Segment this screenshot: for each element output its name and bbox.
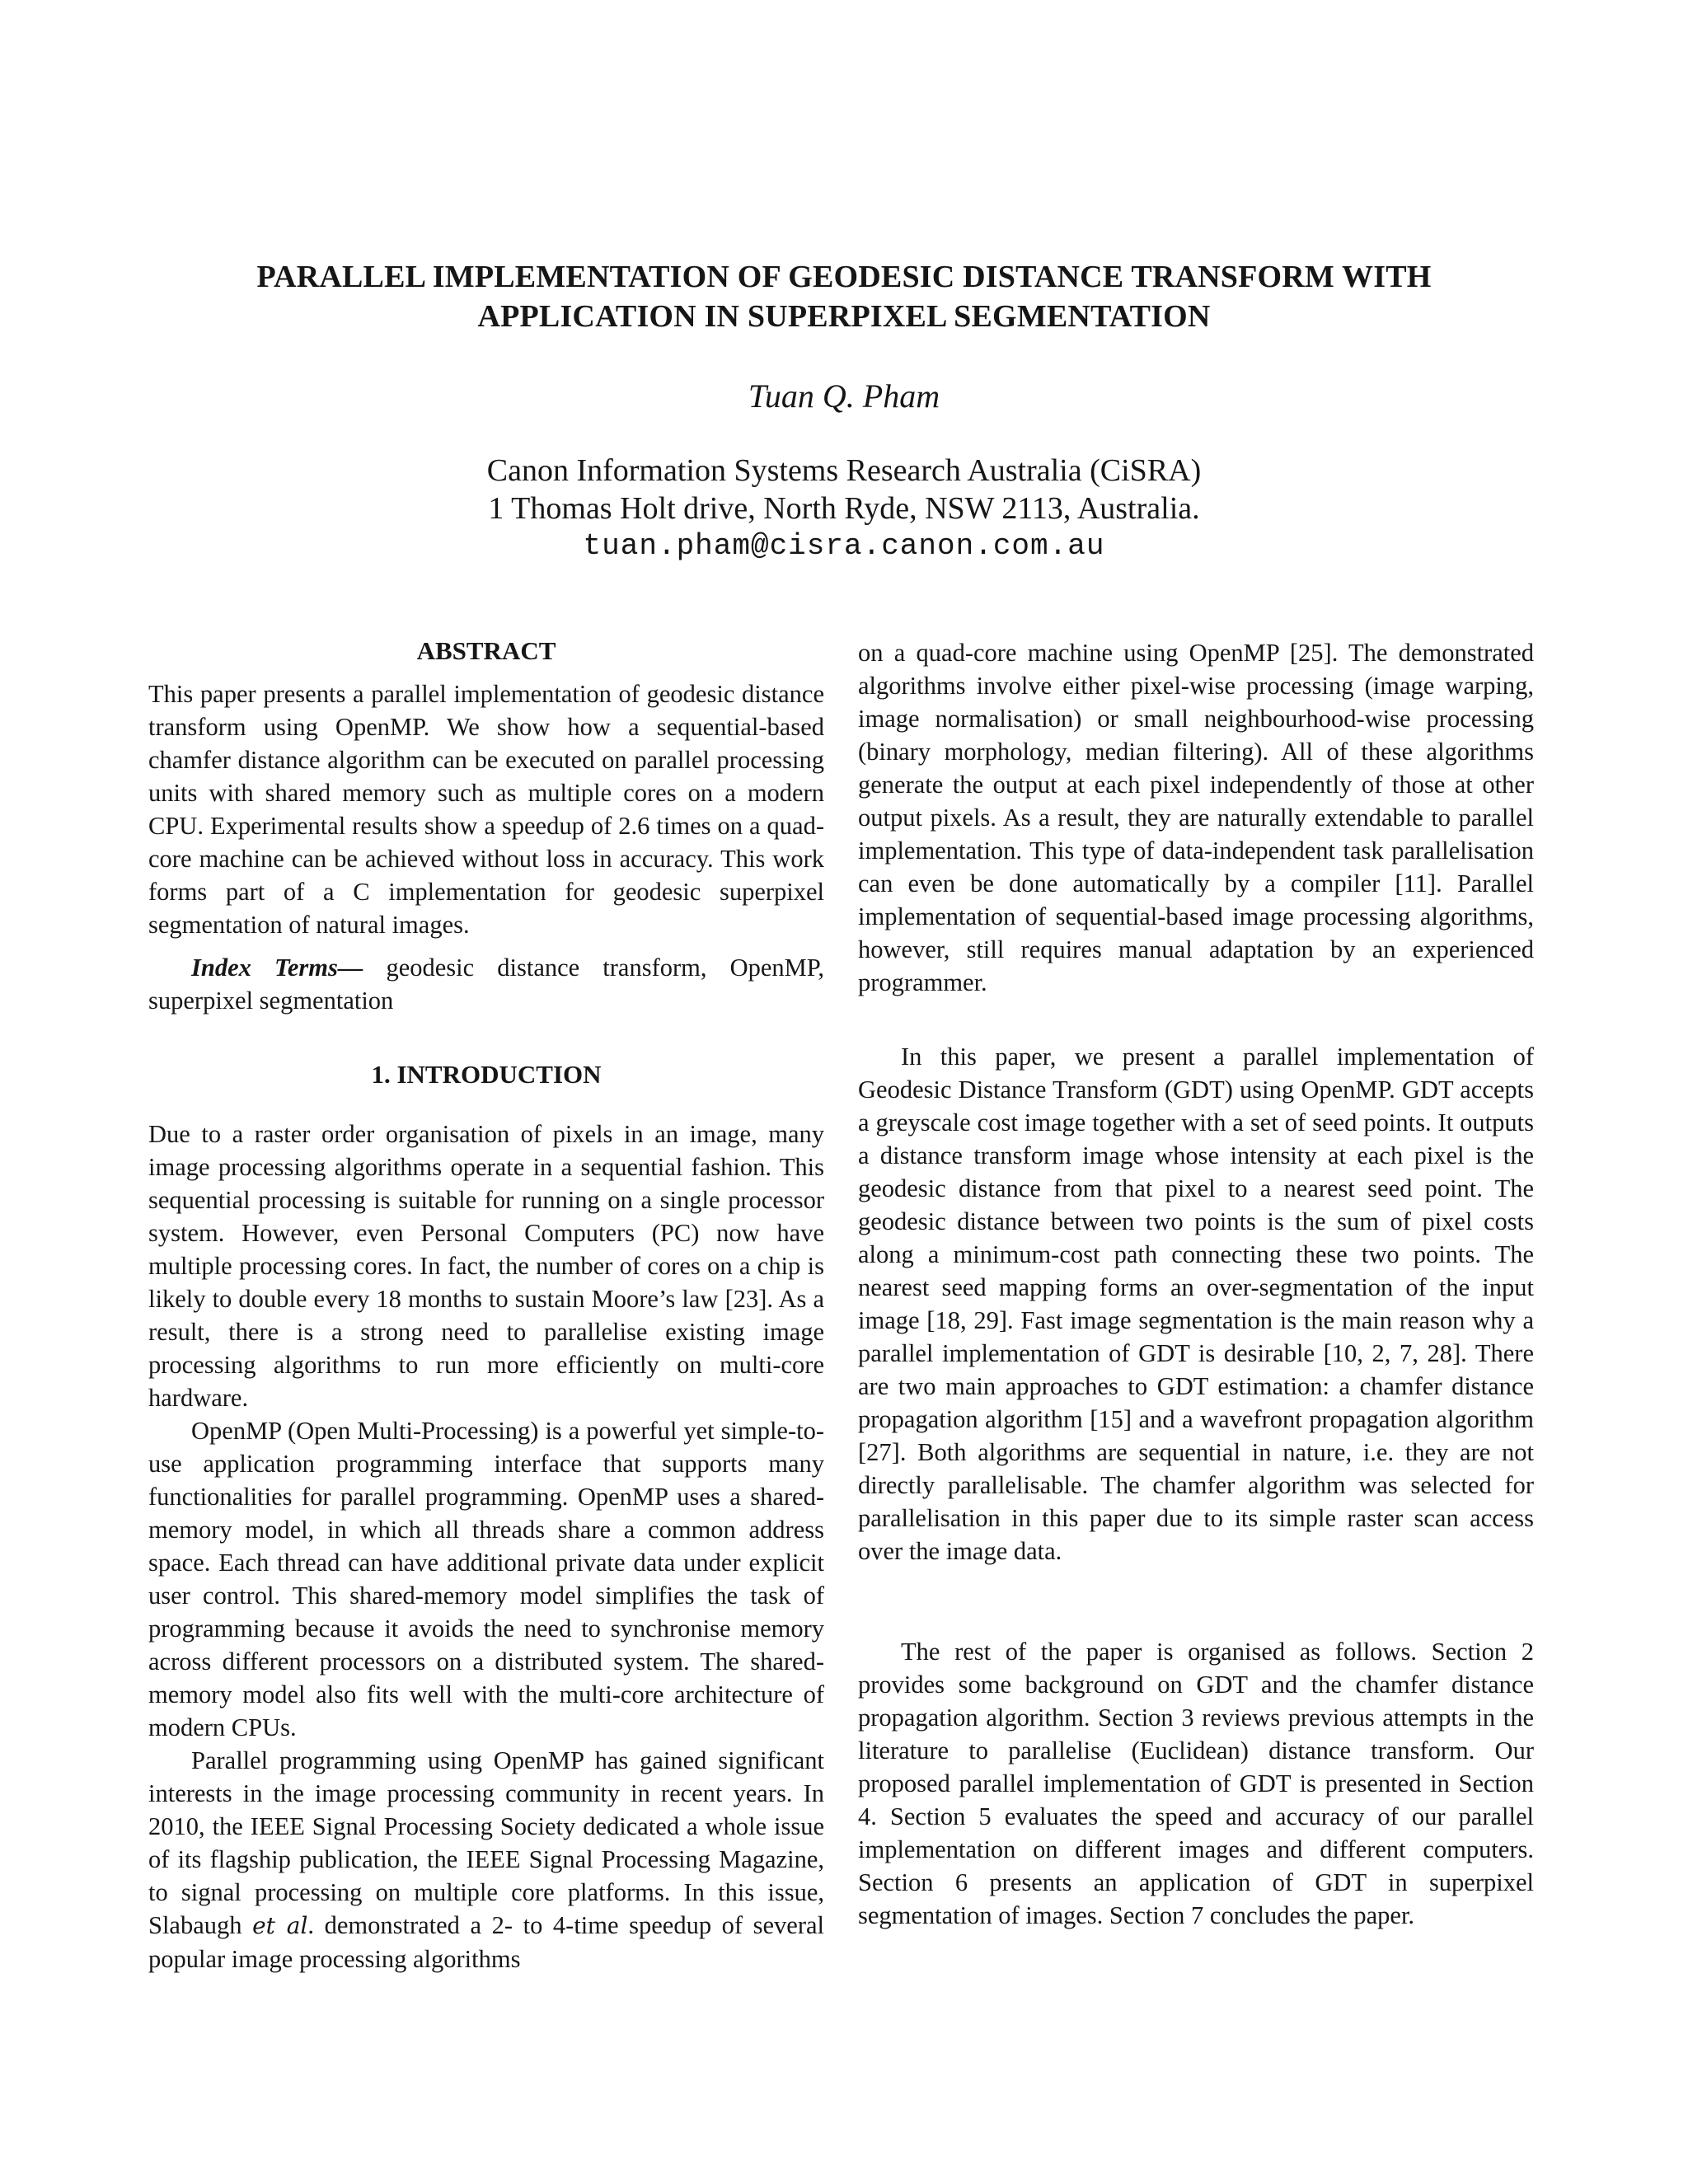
index-terms — [148, 951, 824, 1017]
intro-paragraph-1: Due to a raster order organisation of pixels in an image, many image processing algorithms operate in a sequential fashion. This sequential processing is suitable for running on a single processor system. However, even Personal Computers (PC) now have multiple processing cores. In fact, the number of cores on a chip is likely to double every 18 months to sustain Moore’s law [23]. As a result, there is a strong need to parallelise existing image processing algorithms to run more efficiently on multi-core hardware. — [148, 1120, 824, 1412]
intro-paragraph-3 — [148, 1744, 824, 1975]
intro-paragraph-gdt: In this paper, we present a parallel implementation of Geodesic Distance Transform (GDT) using OpenMP. GDT accepts a greyscale cost image together with a set of seed points. It outputs a distance transform image whose intensity at each pixel is the geodesic distance from that pixel to a nearest seed point. The geodesic distance between two points is the sum of pixel costs along a minimum-cost path connecting these two points. The nearest seed mapping forms an over-segmentation of the input image [18, 29]. Fast image segmentation is the main reason why a parallel implementation of GDT is desirable [10, 2, 7, 28]. There are two main approaches to GDT estimation: a chamfer distance propagation algorithm [15] and a wavefront propagation algorithm [27]. Both algorithms are sequential in nature, i.e. they are not directly parallelisable. The chamfer algorithm was selected for parallelisation in this paper due to its simple raster scan access over the image data. — [858, 1043, 1534, 1565]
affiliation-org: Canon Information Systems Research Australia (CiSRA) — [486, 453, 1202, 488]
affiliation-block — [148, 452, 1540, 565]
index-terms-text: geodesic distance transform, OpenMP, superpixel segmentation — [148, 954, 825, 1015]
author-email: tuan.pham@cisra.canon.com.au — [583, 529, 1105, 563]
index-terms-label: Index Terms— — [191, 954, 363, 982]
abstract-text: This paper presents a parallel implementation of geodesic distance transform using OpenMP. We show how a sequential-based chamfer distance algorithm can be executed on parallel processing units with shared memory such as multiple cores on a modern CPU. Experimental results show a speedup of 2.6 times on a quad-core machine can be achieved without loss in accuracy. This work forms part of a C implementation for geodesic superpixel segmentation of natural images. — [148, 680, 824, 939]
affiliation-address: 1 Thomas Holt drive, North Ryde, NSW 2113, Australia. — [488, 491, 1200, 526]
abstract-heading: ABSTRACT — [416, 636, 556, 665]
intro-paragraph-2: OpenMP (Open Multi-Processing) is a powerful yet simple-to-use application programming interface that supports many functionalities for parallel programming. OpenMP uses a shared-memory model, in which all threads share a common address space. Each thread can have additional private data under explicit user control. This shared-memory model simplifies the task of programming because it avoids the need to synchronise memory across different processors on a distributed system. The shared-memory model also fits well with the multi-core architecture of modern CPUs. — [148, 1417, 824, 1741]
right-column — [858, 636, 1534, 1932]
paper-title — [148, 257, 1540, 336]
paper-title-line-1: PARALLEL IMPLEMENTATION OF GEODESIC DISTANCE TRANSFORM WITH — [256, 260, 1432, 294]
intro-paragraph-3-start: Parallel programming using OpenMP has gained significant interests in the image processing community in recent years. In 2010, the IEEE Signal Processing Society dedicated a whole issue of its flagship publication, the IEEE Signal Processing Magazine, to signal processing on multiple core platforms. In this issue, Slabaugh — [148, 1746, 824, 1939]
intro-paragraph-organisation: The rest of the paper is organised as follows. Section 2 provides some background on GDT and the chamfer distance propagation algorithm. Section 3 reviews previous attempts in the literature to parallelise (Euclidean) distance transform. Our proposed parallel implementation of GDT is presented in Section 4. Section 5 evaluates the speed and accuracy of our parallel implementation on different images and different computers. Section 6 presents an application of GDT in superpixel segmentation of images. Section 7 concludes the paper. — [858, 1638, 1534, 1929]
intro-paragraph-3-etal: et al — [252, 1912, 308, 1939]
paper-title-line-2: APPLICATION IN SUPERPIXEL SEGMENTATION — [477, 299, 1211, 334]
left-column — [148, 635, 824, 1975]
intro-paragraph-continued: on a quad-core machine using OpenMP [25]. The demonstrated algorithms involve either pixel-wise processing (image warping, image normalisation) or small neighbourhood-wise processing (binary morphology, median filtering). All of these algorithms generate the output at each pixel independently of those at other output pixels. As a result, they are naturally extendable to parallel implementation. This type of data-independent task parallelisation can even be done automatically by a compiler [11]. Parallel implementation of sequential-based image processing algorithms, however, still requires manual adaptation by an experienced programmer. — [858, 639, 1534, 996]
author-name: Tuan Q. Pham — [748, 377, 940, 415]
intro-paragraph-3-end: . demonstrated a 2- to 4-time speedup of several popular image processing algorithms — [148, 1911, 824, 1973]
intro-heading: 1. INTRODUCTION — [371, 1060, 602, 1089]
